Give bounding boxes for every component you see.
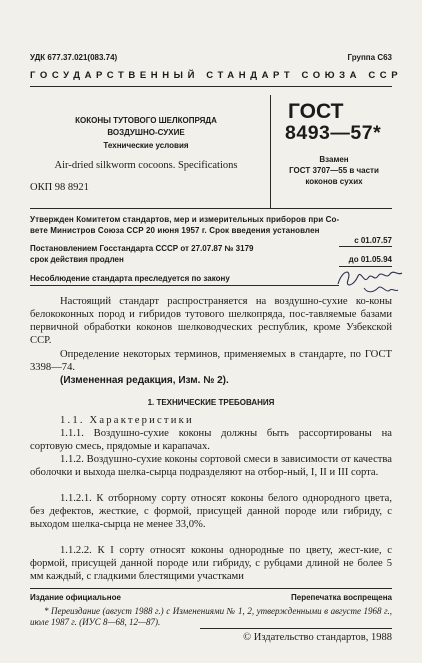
standard-title: ГОСУДАРСТВЕННЫЙ СТАНДАРТ СОЮЗА ССР [30,70,403,81]
official-edition: Издание официальное [30,593,121,602]
english-title: Air-dried silkworm cocoons. Specifications [54,160,238,171]
warning-rule [30,285,339,286]
replaces-line3: коконов сухих [305,177,363,186]
section-title: 1. ТЕХНИЧЕСКИЕ ТРЕБОВАНИЯ [147,398,275,407]
gost-number: 8493—57* [285,122,382,144]
doc-title-line2: ВОЗДУШНО-СУХИЕ [107,128,185,137]
approval-line3: Постановлением Госстандарта СССР от 27.07.87 № 3179 [30,244,254,253]
copyright-rule [200,628,392,629]
approval-date1: с 01.07.57 [354,236,392,245]
group-code: Группа С63 [347,53,392,62]
reprint-forbidden: Перепечатка воспрещена [291,593,392,602]
approval-line4: срок действия продлен [30,255,124,264]
doc-title-line1: КОКОНЫ ТУТОВОГО ШЕЛКОПРЯДА [75,116,217,125]
header-rule [30,86,392,87]
handwritten-signature [334,264,406,298]
okp-code: ОКП 98 8921 [30,182,89,193]
approval-line2: вете Министров Союза ССР 20 июня 1957 г. Срок введения установлен [30,226,320,235]
item-1-1-2: 1.1.2. Воздушно-сухие коконы сортовой смеси в зависимости от качества оболочки и выхода шелка-сырца подразделяют на отбор-ный, I, II и III сорта. [30,454,392,478]
item-1-1-2-2: 1.1.2.2. К I сорту относят коконы однородные по цвету, жест-кие, с формой, присущей данной породе или гибриду, с рубцами длиной не более 5 мм каждый, с гладкими блестящими участками [30,545,392,582]
replaces-line2: ГОСТ 3707—55 в части [289,166,379,175]
approval-line1: Утвержден Комитетом стандартов, мер и измерительных приборов при Со- [30,215,340,224]
approval-date2: до 01.05.94 [348,255,392,264]
title-rule [30,208,392,209]
gost-label: ГОСТ [288,100,344,123]
replaces-line1: Взамен [319,155,349,164]
terms-paragraph: Определение некоторых терминов, применяемых в стандарте, по ГОСТ 3398—74. [30,349,392,373]
footer-rule [30,588,392,589]
item-1-1: 1.1. Характеристики [60,415,194,426]
intro-paragraph: Настоящий стандарт распространяется на воздушно-сухие ко-коны белококонных пород и гибридов тутового шелкопряда, пос-тавляемые базами первичной обработки коконов шелководческих республик, кроме Узбекской ССР. [30,296,392,346]
law-warning: Несоблюдение стандарта преследуется по закону [30,274,230,283]
revision-note: (Измененная редакция, Изм. № 2). [60,375,229,386]
udk-code: УДК 677.37.021(083.74) [30,53,118,62]
item-1-1-2-1: 1.1.2.1. К отборному сорту относят коконы белого однородного цвета, без дефектов, жесткие, с формой, присущей данной породе или гибриду, с выходом шелка-сырца не менее 33,0%. [30,493,392,530]
doc-subtitle: Технические условия [103,141,189,150]
item-1-1-1: 1.1.1. Воздушно-сухие коконы должны быть рассортированы на сортовую смесь, прядомые и карапачах. [30,428,392,452]
reprint-footnote: * Переиздание (август 1988 г.) с Изменениями № 1, 2, утвержденными в августе 1968 г., июле 1987 г. (ИУС 8—68, 12—87). [30,606,392,627]
copyright: © Издательство стандартов, 1988 [243,632,392,643]
title-divider [270,95,271,208]
date1-underline [339,246,392,247]
